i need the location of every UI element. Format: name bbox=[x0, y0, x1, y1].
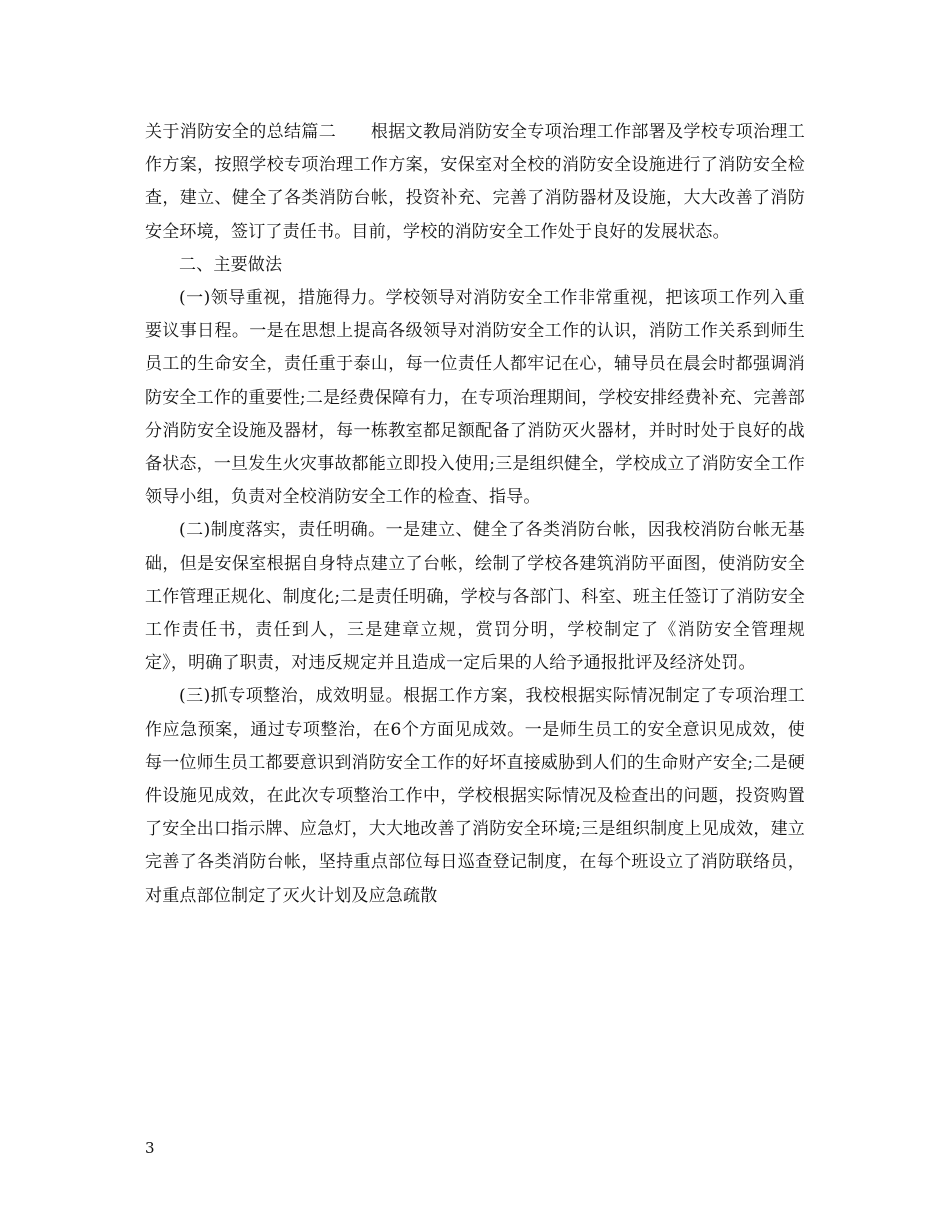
paragraph-special-rectification: (三)抓专项整治，成效明显。根据工作方案，我校根据实际情况制定了专项治理工作应急预案，通过专项整治，在6个方面见成效。一是师生员工的安全意识见成效，使每一位师生员工都要意识到消防安全工作的好坏直接威胁到人们的生命财产安全;二是硬件设施见成效，在此次专项整治工作中，学校根据实际情况及检查出的问题，投资购置了安全出口指示牌、应急灯，大大地改善了消防安全环境;三是组织制度上见成效，建立完善了各类消防台帐，坚持重点部位每日巡查登记制度，在每个班设立了消防联络员，对重点部位制定了灭火计划及应急疏散 bbox=[145, 686, 805, 906]
document-body bbox=[145, 116, 805, 913]
section-heading-main-methods: 二、主要做法 bbox=[179, 254, 283, 275]
paragraph-leadership: (一)领导重视，措施得力。学校领导对消防安全工作非常重视，把该项工作列入重要议事日程。一是在思想上提高各级领导对消防安全工作的认识，消防工作关系到师生员工的生命安全，责任重于泰山，每一位责任人都牢记在心，辅导员在晨会时都强调消防安全工作的重要性;二是经费保障有力，在专项治理期间，学校安排经费补充、完善部分消防安全设施及器材，每一栋教室都足额配备了消防灭火器材，并时时处于良好的战备状态，一旦发生火灾事故都能立即投入使用;三是组织健全，学校成立了消防安全工作领导小组，负责对全校消防安全工作的检查、指导。 bbox=[145, 288, 805, 508]
page-number: 3 bbox=[145, 1139, 155, 1157]
paragraph-system-implementation: (二)制度落实，责任明确。一是建立、健全了各类消防台帐，因我校消防台帐无基础，但是安保室根据自身特点建立了台帐，绘制了学校各建筑消防平面图，使消防安全工作管理正规化、制度化;二是责任明确，学校与各部门、科室、班主任签订了消防安全工作责任书，责任到人，三是建章立规，赏罚分明，学校制定了《消防安全管理规定》，明确了职责，对违反规定并且造成一定后果的人给予通报批评及经济处罚。 bbox=[145, 520, 805, 674]
intro-paragraph: 关于消防安全的总结篇二 根据文教局消防安全专项治理工作部署及学校专项治理工作方案，按照学校专项治理工作方案，安保室对全校的消防安全设施进行了消防安全检查，建立、健全了各类消防台帐，投资补充、完善了消防器材及设施，大大改善了消防安全环境，签订了责任书。目前，学校的消防安全工作处于良好的发展状态。 bbox=[145, 122, 805, 242]
